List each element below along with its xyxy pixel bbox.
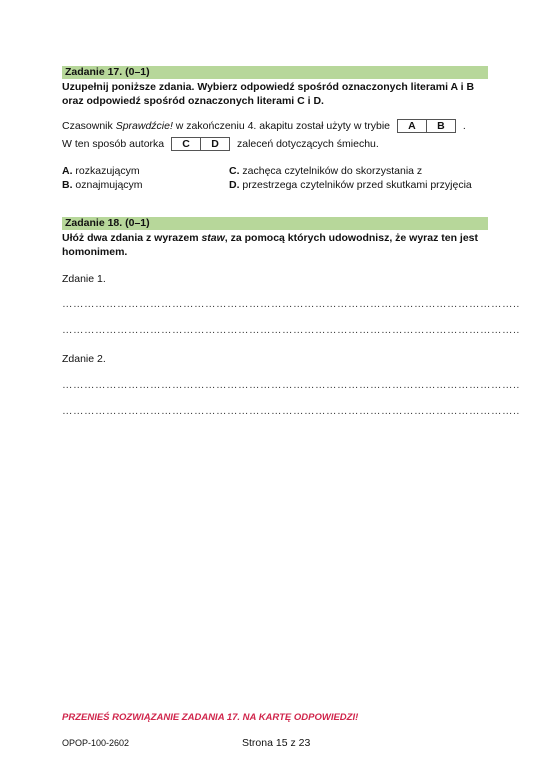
sentence1-before: Czasownik	[62, 120, 116, 132]
option-c: C. zachęca czytelników do skorzystania z	[229, 165, 423, 177]
task17-sentence1	[62, 119, 466, 133]
sentence2-label: Zdanie 2.	[62, 353, 106, 365]
sentence1-label: Zdanie 1.	[62, 273, 106, 285]
answer-line-4[interactable]: ……………………………………………………………………………………………………………..	[62, 405, 520, 417]
transfer-note: PRZENIEŚ ROZWIĄZANIE ZADANIA 17. NA KARTĘ ODPOWIEDZI!	[62, 712, 359, 723]
sentence2-after: zaleceń dotyczących śmiechu.	[236, 138, 379, 150]
option-d-cell[interactable]: D	[200, 138, 229, 150]
option-a-cell[interactable]: A	[408, 120, 416, 133]
task18-instruction-line2: homonimem.	[62, 246, 128, 258]
sentence1-end: .	[462, 120, 466, 132]
answer-line-3[interactable]: ……………………………………………………………………………………………………………..	[62, 379, 520, 391]
sentence2-before: W ten sposób autorka	[62, 138, 165, 150]
task17-sentence2	[62, 137, 379, 151]
task17-instruction-line1: Uzupełnij poniższe zdania. Wybierz odpowiedź spośród oznaczonych literami A i B	[62, 81, 475, 93]
answer-box-cd[interactable]	[171, 137, 230, 151]
task18-instruction-line1: Ułóż dwa zdania z wyrazem staw, za pomocą których udowodnisz, że wyraz ten jest	[62, 232, 479, 244]
task17-header: Zadanie 17. (0–1)	[62, 66, 488, 79]
option-b-cell[interactable]: B	[426, 120, 455, 132]
answer-line-1[interactable]: ……………………………………………………………………………………………………………..	[62, 298, 520, 310]
sentence1-after: w zakończeniu 4. akapitu został użyty w trybie	[172, 120, 390, 132]
option-c-cell[interactable]: C	[182, 138, 190, 151]
answer-line-2[interactable]: ……………………………………………………………………………………………………………..	[62, 324, 520, 336]
option-b: B. oznajmującym	[62, 179, 143, 191]
sentence1-italic: Sprawdźcie!	[115, 120, 173, 132]
answer-box-ab[interactable]	[397, 119, 456, 133]
option-d: D. przestrzega czytelników przed skutkami przyjęcia	[229, 179, 472, 191]
exam-code: OPOP-100-2602	[62, 738, 130, 748]
option-a: A. rozkazującym	[62, 165, 140, 177]
page-number: Strona 15 z 23	[242, 737, 311, 749]
task17-instruction-line2: oraz odpowiedź spośród oznaczonych literami C i D.	[62, 95, 324, 107]
task18-header: Zadanie 18. (0–1)	[62, 217, 488, 230]
